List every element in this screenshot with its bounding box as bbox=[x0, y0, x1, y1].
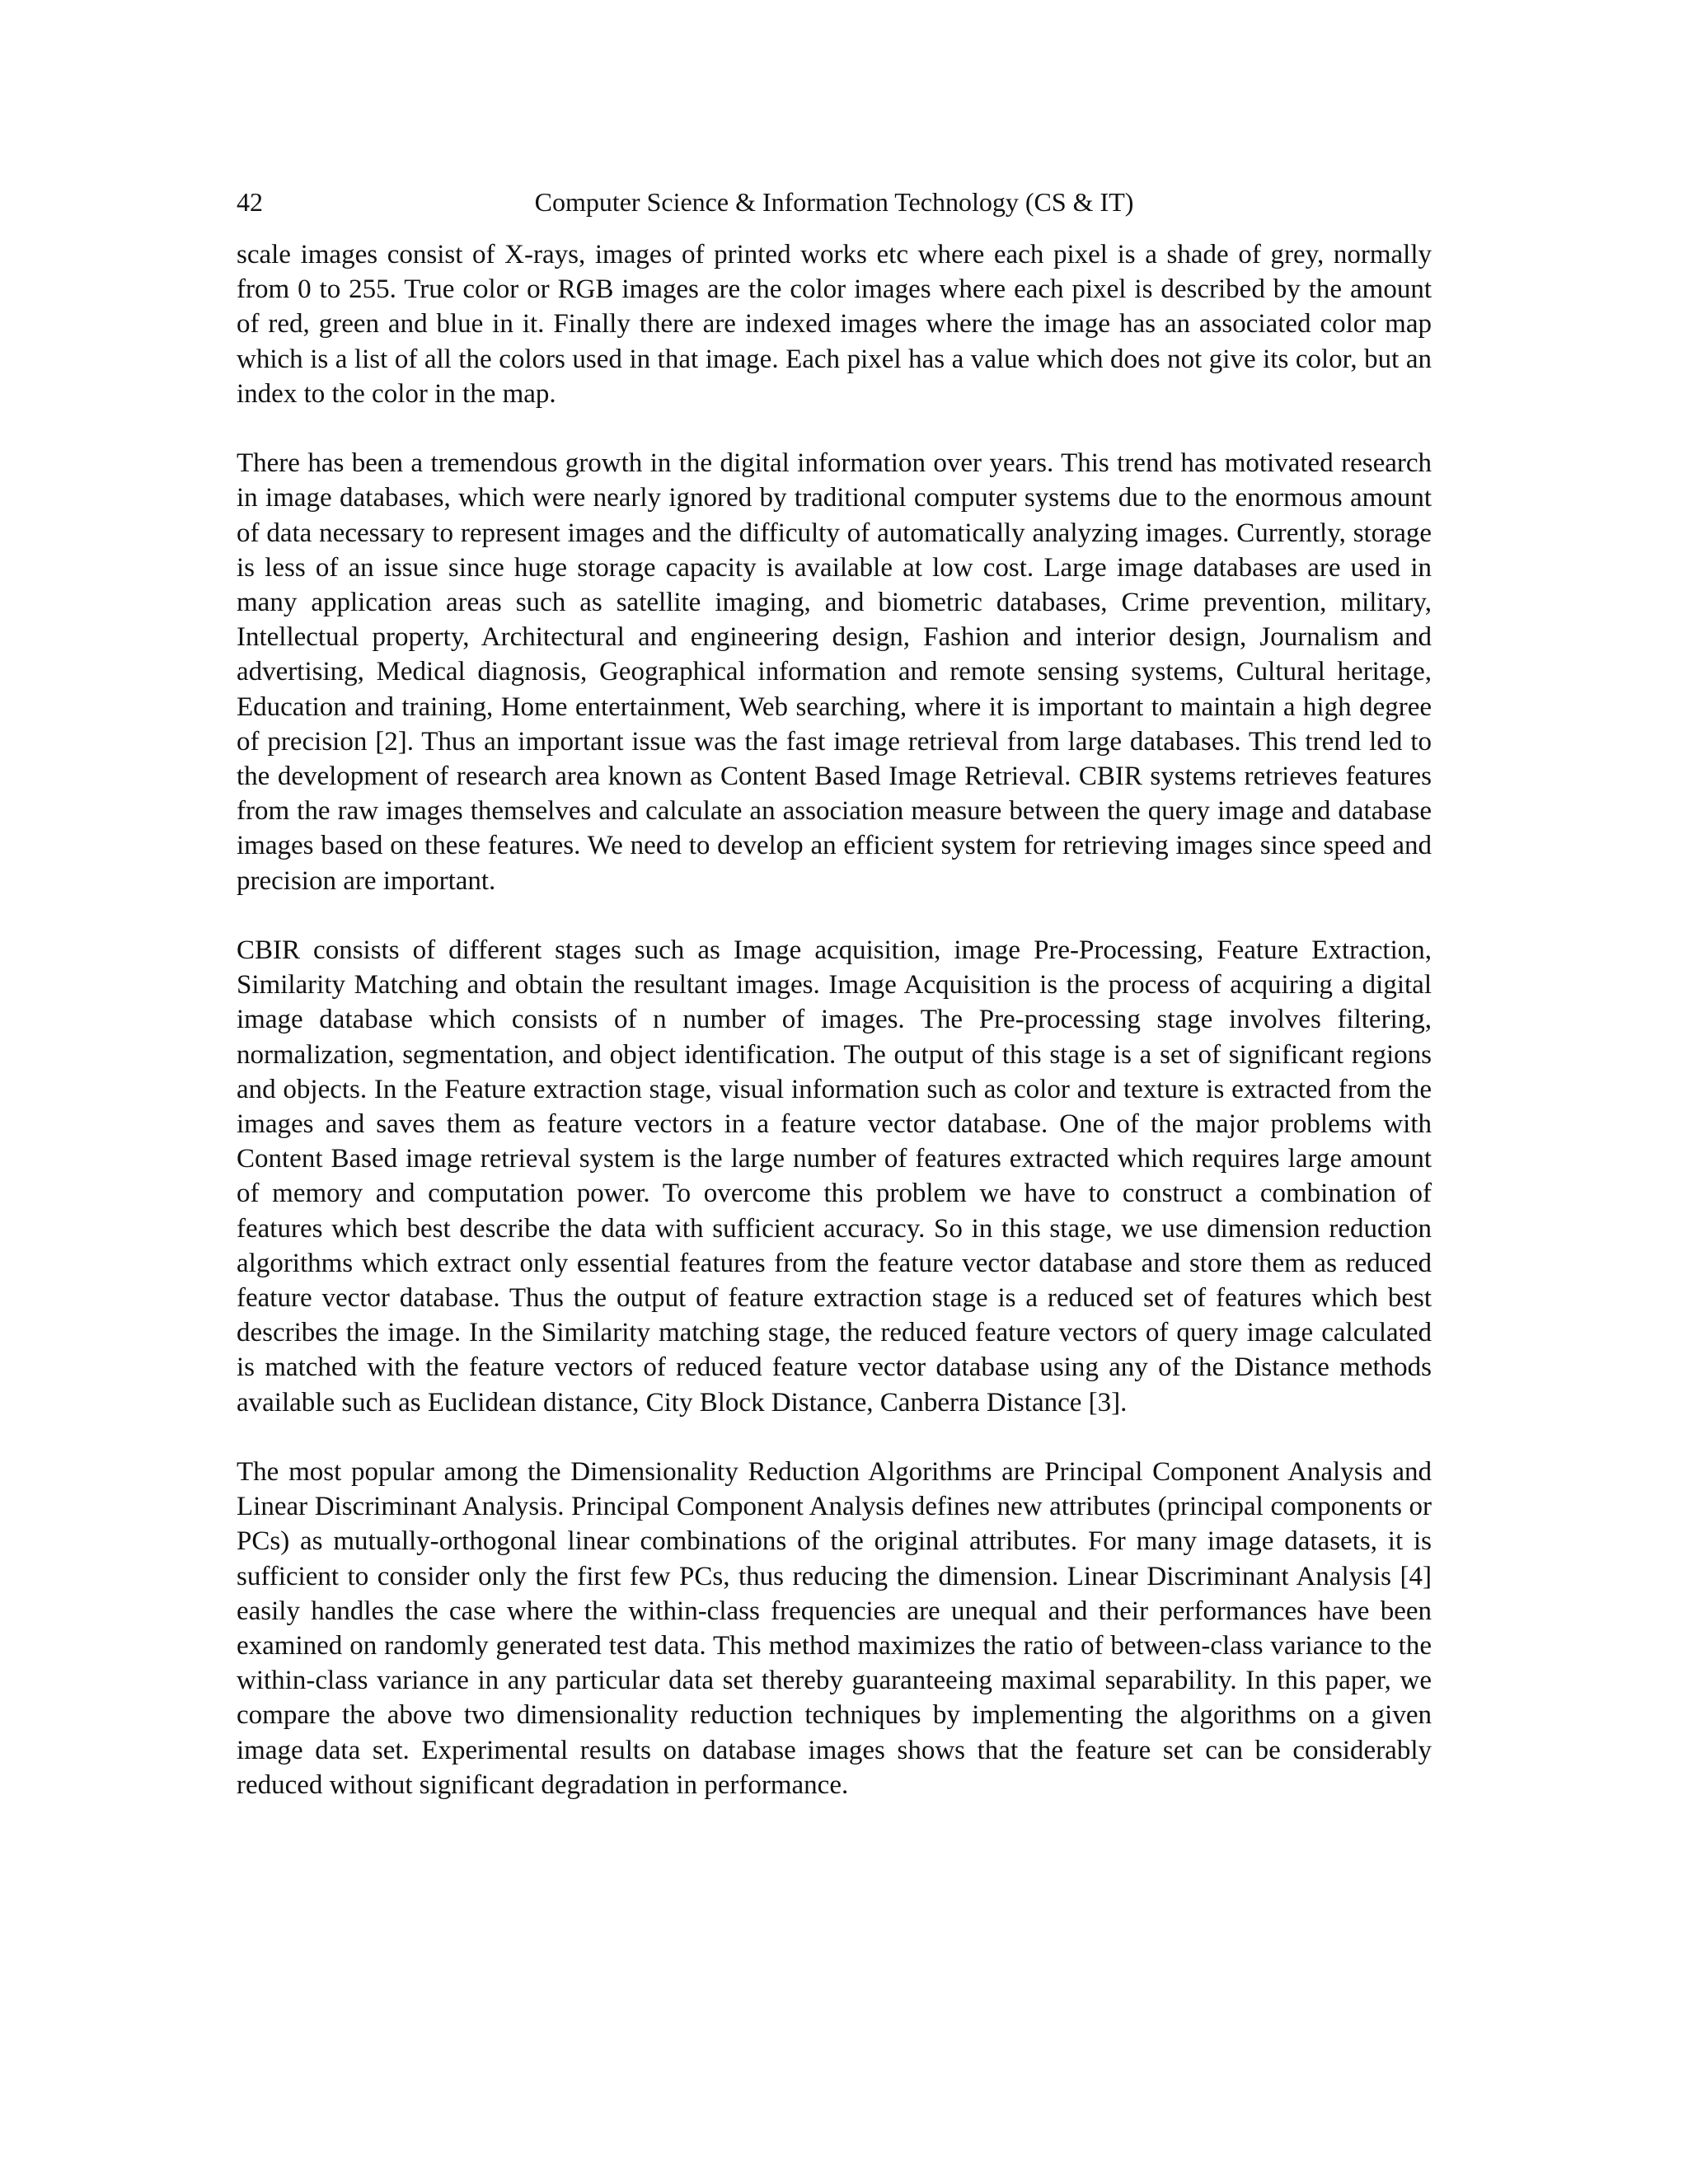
paragraph-dimensionality-reduction: The most popular among the Dimensionality Reduction Algorithms are Principal Component Analysis and Linear Discriminant Analysis. Principal Component Analysis defines new attributes (principal components or PCs) as mutually-orthogonal linear combinations of the original attributes. For many image datasets, it is sufficient to consider only the first few PCs, thus reducing the dimension. Linear Discriminant Analysis [4] easily handles the case where the within-class frequencies are unequal and their performances have been examined on randomly generated test data. This method maximizes the ratio of between-class variance to the within-class variance in any particular data set thereby guaranteeing maximal separability. In this paper, we compare the above two dimensionality reduction techniques by implementing the algorithms on a given image data set. Experimental results on database images shows that the feature set can be considerably reduced without significant degradation in performance. bbox=[237, 1457, 1432, 1800]
running-header bbox=[237, 185, 1432, 219]
paragraph-cbir-stages: CBIR consists of different stages such as Image acquisition, image Pre-Processing, Feature Extraction, Similarity Matching and obtain the resultant images. Image Acquisition is the process of acquiring a digital image database which consists of n number of images. The Pre-processing stage involves filtering, normalization, segmentation, and object identification. The output of this stage is a set of significant regions and objects. In the Feature extraction stage, visual information such as color and texture is extracted from the images and saves them as feature vectors in a feature vector database. One of the major problems with Content Based image retrieval system is the large number of features extracted which requires large amount of memory and computation power. To overcome this problem we have to construct a combination of features which best describe the data with sufficient accuracy. So in this stage, we use dimension reduction algorithms which extract only essential features from the feature vector database and store them as reduced feature vector database. Thus the output of feature extraction stage is a reduced set of features which best describes the image. In the Similarity matching stage, the reduced feature vectors of query image calculated is matched with the feature vectors of reduced feature vector database using any of the Distance methods available such as Euclidean distance, City Block Distance, Canberra Distance [3]. bbox=[237, 935, 1432, 1418]
page-number: 42 bbox=[237, 187, 263, 217]
journal-title: Computer Science & Information Technology (CS & IT) bbox=[534, 187, 1134, 217]
paragraph-digital-growth: There has been a tremendous growth in the digital information over years. This trend has motivated research in image databases, which were nearly ignored by traditional computer systems due to the enormous amount of data necessary to represent images and the difficulty of automatically analyzing images. Currently, storage is less of an issue since huge storage capacity is available at low cost. Large image databases are used in many application areas such as satellite imaging, and biometric databases, Crime prevention, military, Intellectual property, Architectural and engineering design, Fashion and interior design, Journalism and advertising, Medical diagnosis, Geographical information and remote sensing systems, Cultural heritage, Education and training, Home entertainment, Web searching, where it is important to maintain a high degree of precision [2]. Thus an important issue was the fast image retrieval from large databases. This trend led to the development of research area known as Content Based Image Retrieval. CBIR systems retrieves features from the raw images themselves and calculate an association measure between the query image and database images based on these features. We need to develop an efficient system for retrieving images since speed and precision are important. bbox=[237, 448, 1432, 896]
paragraph-image-types: scale images consist of X-rays, images of printed works etc where each pixel is a shade of grey, normally from 0 to 255. True color or RGB images are the color images where each pixel is described by the amount of red, green and blue in it. Finally there are indexed images where the image has an associated color map which is a list of all the colors used in that image. Each pixel has a value which does not give its color, but an index to the color in the map. bbox=[237, 240, 1432, 409]
body-text bbox=[237, 237, 1432, 1837]
